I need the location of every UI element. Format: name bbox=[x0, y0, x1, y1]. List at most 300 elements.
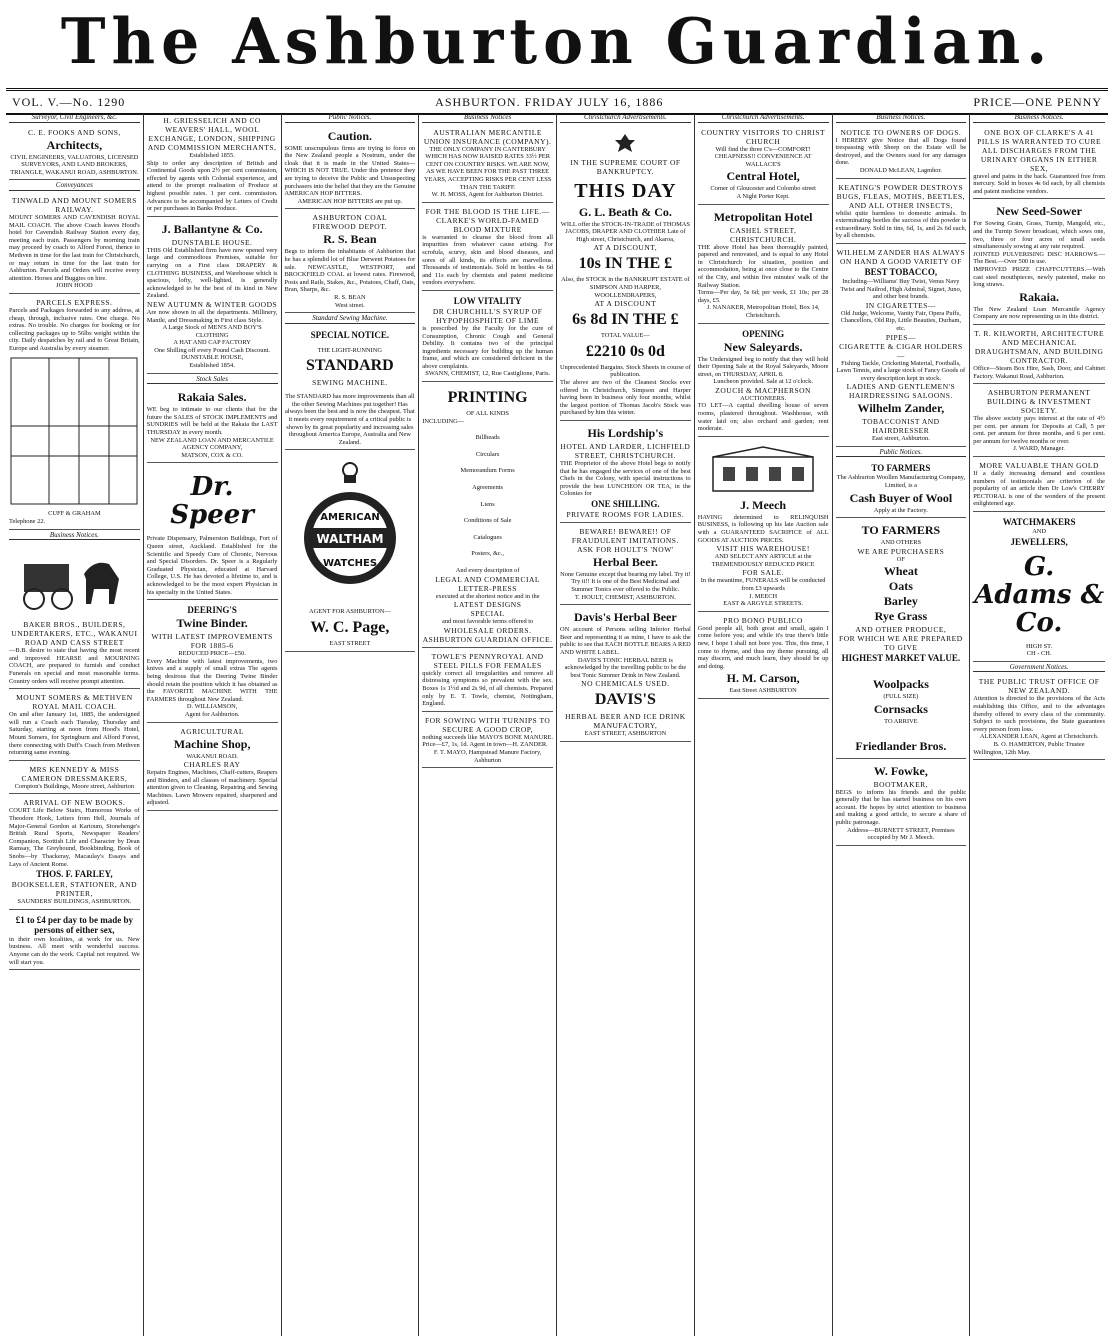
ad-signature: B. O. HAMERTON, Public Trustee bbox=[993, 740, 1085, 748]
ad-heading: AT A DISCOUNT bbox=[594, 299, 657, 309]
section-heading: Business Notices. bbox=[973, 114, 1105, 123]
ad-agent: AGENT FOR ASHBURTON— bbox=[308, 608, 391, 616]
ad-pro-bono bbox=[698, 614, 829, 699]
ad-signature: R. S. BEAN bbox=[334, 293, 366, 301]
ad-price: REDUCED PRICE—£50. bbox=[178, 650, 246, 658]
ad-clarke-pills bbox=[973, 126, 1105, 200]
ad-signature: T. HOULT, CHEMIST, ASHBURTON. bbox=[574, 593, 676, 601]
ad-body: THE above Hotel has been thoroughly painted, papered and renovated, and is equal to any Hotel in Christchurch for situation, position and accommodation, being at once close to the Centre of the City, and within five minutes' walk of the Railway Station. bbox=[697, 243, 829, 289]
ad-line: THE LIGHT-RUNNING bbox=[317, 346, 382, 354]
ad-body: Parcels and Packages forwarded to any address, at cheap, through, inclusive rates. One charge. No extras. No trouble. No charges for booking or for collecting packages up to 56lbs weight within the city. Daily despatches by rail and to Great Britain, Europe and Australia by every steamer. bbox=[9, 306, 140, 352]
ad-heading: THIS DAY bbox=[574, 179, 677, 202]
ad-signature: J. MEECH bbox=[749, 592, 778, 600]
ad-title: BEWARE! BEWARE!! OF FRAUDULENT IMITATIONS. bbox=[571, 526, 679, 545]
ad-griesselich bbox=[147, 114, 278, 217]
section-heading: Stock Sales bbox=[147, 376, 278, 385]
ad-line: A HAT AND CAP FACTORY bbox=[173, 339, 251, 347]
ad-subtitle: AUCTIONEERS. bbox=[740, 394, 787, 402]
ad-subtitle: SEWING MACHINE. bbox=[312, 378, 388, 388]
ad-subtitle: TOBACCONIST AND HAIRDRESSER bbox=[862, 417, 940, 436]
ad-subtitle: JEWELLERS, bbox=[1010, 536, 1068, 547]
ad-date: Wellington, 12th May. bbox=[973, 748, 1031, 756]
crest-icon bbox=[613, 132, 637, 154]
list-item: Catalogues bbox=[473, 533, 502, 541]
ad-body: None Genuine except that bearing my label. Try it! Try it!! It is one of the Best Medicinal and Summer Tonics ever offered to the Public. bbox=[560, 570, 691, 594]
ad-dressmakers bbox=[9, 763, 140, 795]
price: PRICE—ONE PENNY bbox=[973, 94, 1102, 109]
issue-date: ASHBURTON. FRIDAY JULY 16, 1886 bbox=[435, 94, 664, 109]
ad-subtitle: WEAVERS' HALL, WOOL EXCHANGE, LONDON, SHIPPING AND COMMISSION MERCHANTS, bbox=[147, 125, 277, 152]
ad-line: PRIVATE ROOMS FOR LADIES. bbox=[566, 509, 685, 519]
ad-street: EAST STREET bbox=[329, 640, 371, 648]
ad-heading: WHOLESALE ORDERS. bbox=[443, 625, 532, 635]
ad-title: His Lordship's bbox=[587, 425, 664, 440]
ad-title: NOTICE TO OWNERS OF DOGS. bbox=[840, 127, 962, 137]
waltham-bottom: WATCHES bbox=[322, 558, 377, 570]
ad-body: JOINTED PULVERISING DISC HARROWS.—The Best.—Over 500 in use. bbox=[973, 250, 1105, 266]
ad-books bbox=[9, 796, 140, 909]
ad-established: Established 1855. bbox=[189, 152, 235, 159]
list-item: Memorandum Forms bbox=[460, 467, 515, 475]
ad-street: East street, Ashburton. bbox=[871, 435, 930, 443]
column-2 bbox=[144, 114, 282, 1336]
ad-hoult bbox=[560, 525, 691, 605]
list-item: Circulars bbox=[475, 450, 500, 458]
ad-heading: AT A DISCOUNT, bbox=[593, 243, 658, 253]
ad-body: The Undersigned beg to notify that they will hold their Opening Sale at the Royal Saleyards, Moore street, on THURSDAY, APRIL 8. bbox=[697, 355, 829, 378]
ad-kilworth bbox=[973, 327, 1105, 384]
ad-fooks bbox=[9, 126, 140, 181]
parcel-rates-table bbox=[9, 356, 139, 506]
ad-standard-sewing bbox=[285, 327, 416, 451]
list-item: Billheads bbox=[475, 434, 500, 442]
ad-line: A Night Porter Kept. bbox=[736, 192, 790, 200]
ad-body: DAVIS'S TONIC HERBAL BEER is acknowledged by the travelling public to be the best Tonic Summer Drink in New Zealand. bbox=[564, 656, 687, 679]
ad-title: PARCELS EXPRESS. bbox=[36, 297, 113, 307]
section-heading: Public Notices. bbox=[836, 449, 967, 458]
ad-dogs bbox=[836, 126, 967, 179]
ad-body: WILL offer the STOCK-IN-TRADE of THOMAS JACOBS, DRAPER AND CLOTHIER Late of High street, Christchurch, and Akaroa, bbox=[560, 220, 690, 243]
ad-title: ASHBURTON COAL bbox=[312, 213, 388, 223]
ad-item: Oats bbox=[888, 579, 913, 594]
column-8 bbox=[970, 114, 1108, 1336]
dateline bbox=[6, 88, 1108, 115]
ad-title: Caution. bbox=[327, 128, 373, 143]
section-heading: Christchurch Advertisements. bbox=[698, 114, 829, 123]
ad-public-trust bbox=[973, 675, 1105, 760]
ad-body: AMERICAN HOP BITTERS are put up. bbox=[297, 197, 403, 205]
ad-body: gravel and pains in the back. Guaranteed free from mercury. Sold in boxes 4s 6d each, by all chemists and patent medicine vendors. bbox=[973, 172, 1105, 195]
ad-body: COURT Life Below Stairs, Humorous Works of Theodore Hook, Letters from Hell, Journals of Major-General Gordon at Kartoum, Stonehenge's British Rural Sports, Newspaper Readers' Companion, Scottish Life and Character by Dean Ramsay, The Greyhound, Bookbinding, Book of Snobs—by Thackeray, Macaulay's Essays and Lays of Ancient Rome. bbox=[9, 807, 140, 868]
ad-signature: SWANN, CHEMIST, 12, Rue Castiglione, Paris. bbox=[425, 370, 551, 378]
ad-subtitle: OF ALL KINDS bbox=[466, 410, 509, 418]
ad-title: TO FARMERS bbox=[871, 463, 931, 474]
printing-items bbox=[422, 434, 553, 558]
ad-heading: NO CHEMICALS USED. bbox=[581, 679, 670, 689]
ad-city: CH - CH. bbox=[1026, 650, 1052, 658]
ad-line: TO ARRIVE bbox=[884, 718, 918, 726]
ad-davis bbox=[560, 607, 691, 742]
ad-title: SPECIAL NOTICE. bbox=[310, 329, 390, 340]
ad-machine-shop bbox=[147, 725, 278, 812]
ad-money bbox=[9, 912, 140, 970]
ad-line: and most favorable terms offered to bbox=[441, 618, 534, 626]
ad-body: Attention is directed to the provisions of the Acts establishing this Office, and to the advantages thereby offered to every class of the community. Subject to such provisions, the State guarantees every person from loss. bbox=[973, 695, 1105, 733]
ad-title: T. R. KILWORTH, ARCHITECTURE AND MECHANICAL DRAUGHTSMAN, AND BUILDING CONTRACTOR. bbox=[974, 328, 1105, 365]
section-heading: Christchurch Advertisements. bbox=[560, 114, 691, 123]
ad-central-hotel bbox=[698, 126, 829, 205]
ad-ballantyne bbox=[147, 219, 278, 374]
ad-name: CHARLES RAY bbox=[183, 760, 241, 770]
coach-illustration bbox=[14, 544, 134, 614]
section-heading: Business Notices. bbox=[9, 532, 140, 541]
ad-title: COUNTRY VISITORS TO CHRIST CHURCH bbox=[701, 127, 826, 146]
ad-body: Begs to inform the inhabitants of Ashburton that he has a splendid lot of Blue Derwent Potatoes for sale. NEWCASTLE, WESTPORT, and BROCKFIELD COAL at lowest rates. Firewood, Posts and Rails, Stakes, &c., Potatoes, Chaff, Oats, Bran, Sharps, &c. bbox=[284, 248, 416, 294]
ad-signature: W. H. MOSS, Agent for Ashburton District. bbox=[431, 191, 544, 199]
section-heading: Conveyances bbox=[9, 182, 140, 191]
ad-total: £2210 0s 0d bbox=[585, 342, 665, 360]
ad-body: The above society pays interest at the rate of 4½ per cent. per annum for Deposits at Call, 5 per cent. per annum for three months, and 6 per cent. per annum for twelve months or over. bbox=[973, 415, 1105, 445]
ad-name: H. M. Carson, bbox=[726, 671, 800, 686]
section-heading: Standard Sewing Machine. bbox=[285, 315, 416, 324]
ad-title: W. Fowke, bbox=[873, 763, 928, 778]
ad-price: 6s 8d IN THE £ bbox=[572, 311, 679, 329]
ad-street: West street. bbox=[335, 301, 365, 309]
ad-mercantile bbox=[422, 126, 553, 203]
ad-subtitle: CASHEL STREET, CHRISTCHURCH. bbox=[729, 225, 797, 244]
ad-body: is prescribed by the Faculty for the cure of Consumption, Chronic Cough and General Debility. It contains two of the principal ingredients necessary for building up the human frame, and which are considered deficient in the above complaints. bbox=[422, 324, 553, 370]
ad-title: Dr. Speer bbox=[170, 472, 254, 531]
ad-line: In the meantime, FUNERALS will be conducted from £3 upwards bbox=[700, 577, 826, 592]
ad-title: THE PUBLIC TRUST OFFICE OF NEW ZEALAND. bbox=[978, 677, 1100, 696]
ad-title: MRS KENNEDY & MISS CAMERON DRESSMAKERS, bbox=[21, 764, 128, 783]
ad-saleyards bbox=[698, 326, 829, 437]
ad-title: WILHELM ZANDER HAS ALWAYS ON HAND A GOOD VARIETY OF bbox=[836, 247, 966, 266]
masthead bbox=[0, 0, 1114, 84]
section-heading: Government Notices. bbox=[973, 664, 1105, 673]
ad-heading: SPECIAL bbox=[470, 609, 505, 619]
ad-name: G. Adams & Co. bbox=[974, 551, 1105, 638]
ad-signature: CUFF & GRAHAM bbox=[48, 510, 101, 518]
ad-line: And every description of bbox=[455, 567, 520, 574]
ad-adams bbox=[973, 514, 1105, 662]
ad-title: FOR SOWING WITH TURNIPS TO SECURE A GOOD CROP, bbox=[424, 715, 551, 734]
ad-line: (FULL SIZE) bbox=[883, 693, 919, 701]
ad-heading: ASHBURTON GUARDIAN OFFICE. bbox=[422, 634, 553, 644]
ad-established: Established 1854. bbox=[189, 362, 235, 370]
ad-parcels bbox=[9, 296, 140, 530]
list-item: Posters, &c., bbox=[471, 550, 504, 558]
ad-heading: NEW AUTUMN & WINTER GOODS bbox=[147, 299, 278, 309]
ad-heading: Cash Buyer of Wool bbox=[849, 490, 953, 505]
ad-body: IMPROVED PRIZE CHAFFCUTTERS.—With cast steel mouthpieces, newly patented, make no long straws. bbox=[973, 265, 1105, 289]
ad-body: SOME unscrupulous firms are trying to force on the New Zealand people a Nostrum, under the cloak that it is made in the United States—WHICH IS NOT TRUE. Under this pretence they are trying to deceive the Public and Unsuspecting purchasers into the belief that they are the Genuine AMERICAN HOP BITTERS. bbox=[284, 144, 416, 198]
ad-body: Every Machine with latest improvements, two knives and a supply of small extras The agents being desirous that the Deering Twine Binder should retain the position which it has obtained as the FAVORITE MACHINE WITH THE FARMERS throughout New Zealand. bbox=[146, 657, 278, 703]
list-item: Agreements bbox=[472, 484, 504, 492]
ad-line: FOR WHICH WE ARE PREPARED TO GIVE bbox=[839, 634, 963, 653]
ad-body: THIS Old Established firm have now opened very large and commodious Premises, suitable for carrying on a First class DRAPERY & CLOTHING BUSINESS, and Warehouse which is spacious, lofty, well-lighted, is generally acknowledged to be the best of its kind in New Zealand. bbox=[146, 246, 278, 300]
ad-body: Good people all, both great and small, again I come before you; and while it's true there's little new, I hope I shall not bore you. This, this time, I come to rhyme, and thus my theme pursuing, all may discern, and much learn, they should be up and doing. bbox=[697, 624, 829, 670]
ad-line: AND SELECT ANY ARTICLE at the TREMENDOUSLY REDUCED PRICE bbox=[711, 553, 815, 568]
ad-body: ON account of Persons selling Inferior Herbal Beer and representing it as mine, I have to ask the public to see that EACH BOTTLE BEARS A RED AND WHITE LABEL. bbox=[560, 626, 691, 657]
ad-body: On and after January 1st, 1885, the undersigned will run a Coach each Tuesday, Thursday and Saturday, starting at noon from Hood's Hotel, Mount Somers, for Springburn and Alford Forest, there connecting with Duff's Coach from Methven returning same evening. bbox=[9, 711, 140, 757]
ad-name: Wilhelm Zander, bbox=[857, 401, 945, 416]
section-heading: Business Notices bbox=[422, 114, 553, 123]
ad-body: BEGS to inform his friends and the public generally that he has started business on his own account. He hopes by strict attention to business and making a good article, to secure a share of public patronage. bbox=[835, 788, 967, 826]
waltham-mid: WALTHAM bbox=[316, 532, 384, 547]
ad-terms: Terms—Per day, 5s 6d; per week, £1 10s; per 28 days, £5. bbox=[697, 289, 829, 304]
ad-signature: DUNSTABLE HOUSE, bbox=[181, 354, 244, 362]
ad-price: 10s IN THE £ bbox=[578, 255, 673, 273]
ad-title: ONE BOX OF CLARKE'S A 41 PILLS IS WARRANTED TO CURE ALL DISCHARGES FROM THE URINARY ORGANS IN EITHER SEX, bbox=[977, 127, 1102, 173]
ad-body: Old Judge, Welcome, Vanity Fair, Opera Puffs, Chancellors, Old Rip, Little Beauties, Durham, etc. bbox=[840, 309, 962, 332]
ad-body: Office—Steam Box Hire, Sash, Door, and Cabinet Factory. Wakanui Road, Ashburton. bbox=[973, 364, 1105, 380]
ad-body: WE beg to intimate to our clients that for the future the SALES of STOCK IMPLEMENTS and SUNDRIES will be held at the Rakaia the LAST THURSDAY in every month. bbox=[146, 406, 278, 437]
ad-item: Rye Grass bbox=[874, 609, 928, 624]
ad-title: J. Meech bbox=[740, 497, 787, 512]
ad-body: Also, the STOCK in the BANKRUPT ESTATE of SIMPSON AND HARPER, WOOLLENDRAPERS, bbox=[561, 276, 690, 299]
ad-body: Fishing Tackle, Cricketing Material, Footballs, Lawn Tennis, and a large stock of Fancy Goods of every description kept in stock. bbox=[836, 359, 966, 382]
ad-name: THOS. F. FARLEY, bbox=[36, 869, 113, 880]
ad-lordship bbox=[560, 423, 691, 523]
ad-body: Private Dispensary, Palmerston Buildings, Fort of Queen street, Auckland. Established for the Scientific and Speedy Cure of Chronic, Nervous and Special Disorders. Dr. Speer is a Regularly Graduated Physician, educated at Harvard College, U.S. He has devoted a lifetime to, and is acknowledged to be the most expert Physician in his specialty in the United States. bbox=[146, 535, 278, 596]
ad-zander bbox=[836, 246, 967, 447]
ad-name: W. C. Page, bbox=[310, 619, 390, 637]
ad-body: Repairs Engines, Machines, Chaff-cutters, Reapers and Binders, and all classes of machinery. Special attention given to Cleaning, Repairing and Sewing Machines. Lawn Mowers repaired, sharpened and adjusted. bbox=[146, 769, 278, 807]
ad-title: KEATING'S POWDER DESTROYS BUGS, FLEAS, MOTHS, BEETLES, AND ALL OTHER INSECTS, bbox=[836, 182, 966, 210]
ad-body: The STANDARD has more improvements than all the other Sewing Machines put together! Has always been the best and is now the cheapest. That it meets every requirement of a critical public is shown by its great popularity and increasing sales throughout America Europe, Australia and New Zealand. bbox=[284, 393, 415, 446]
ad-name: Central Hotel, bbox=[726, 169, 800, 184]
ad-title: H. GRIESSELICH AND CO bbox=[163, 116, 261, 125]
ad-title: WATCHMAKERS bbox=[1002, 517, 1076, 528]
ad-line: One Shilling off every Pound Cash Discount. bbox=[154, 346, 271, 354]
ad-line: Unprecedented Bargains. Stock Sheets in course of publication. bbox=[560, 363, 691, 379]
ad-body: If a daily increasing demand and countless numbers of testimonials are criterion of the popularity of an article then Dr Low's CHERRY PECTORAL is one of the wonders of the present enlightened age. bbox=[973, 470, 1105, 508]
ad-body: Are now shown in all the departments. Millinery, Mantle, and Dressmaking in First class Style. bbox=[146, 308, 278, 324]
ad-body: Including—Williams' Buy Twist, Venus Navy Twist and Nailrod, High Admiral, Signet, Juno, and other best brands. bbox=[840, 277, 962, 301]
newspaper-title: The Ashburton Guardian. bbox=[60, 5, 1054, 79]
ad-street: HIGH ST. bbox=[1026, 642, 1053, 650]
ad-fowke bbox=[836, 761, 967, 846]
ad-title: J. Ballantyne & Co. bbox=[161, 221, 263, 236]
ad-signature: Friedlander Bros. bbox=[855, 738, 947, 753]
ad-title: TOWLE'S PENNYROYAL AND STEEL PILLS FOR FEMALES bbox=[431, 651, 544, 670]
ad-heading: HIGHEST MARKET VALUE. bbox=[841, 653, 961, 664]
ad-body: Ship to order any description of British and Continental Goods upon 2½ per cent commission, effected by agents with Colonial experience, and attend to the prompt realisation of Produce at highest possible rates. 1 per cent. commission. Advances to be accompanied by Letters of Credit or per purchases in Banks Produce. bbox=[146, 159, 278, 213]
ad-title: IN THE SUPREME COURT OF BANKRUPTCY. bbox=[570, 157, 681, 176]
ad-body: The Ashburton Woollen Manufacturing Company, Limited, is a bbox=[836, 474, 966, 490]
ad-body: whilst quite harmless to domestic animals. In exterminating beetles the success of this powder is extraordinary. Sold in tins, 6d, 1s, and 2s 6d each, by all chemists. bbox=[835, 209, 967, 240]
ad-name: DAVIS'S bbox=[594, 691, 656, 709]
ad-building-society bbox=[973, 386, 1105, 457]
ad-coal-depot bbox=[285, 211, 416, 313]
ad-subtitle: FIREWOOD DEPOT. bbox=[312, 222, 388, 232]
ad-title: MORE VALUABLE THAN GOLD bbox=[979, 461, 1099, 471]
ad-heading: PIPES— bbox=[885, 332, 916, 342]
ad-subtitle: DR CHURCHILL'S SYRUP OF HYPOPHOSPHITE OF LIME bbox=[432, 306, 543, 325]
ad-signature: NEW ZEALAND LOAN AND MERCANTILE AGENCY COMPANY, bbox=[150, 436, 274, 452]
ad-rakaia-sales bbox=[147, 387, 278, 463]
ad-signature: F. T. MAYO, Hampstead Manure Factory, Ashburton bbox=[433, 748, 542, 764]
ad-title: Davis's Herbal Beer bbox=[574, 610, 677, 625]
ad-subtitle: New Saleyards. bbox=[723, 339, 803, 354]
ad-towle bbox=[422, 650, 553, 712]
ad-signature: D. WILLIAMSON, bbox=[186, 703, 238, 711]
ad-woollen bbox=[836, 460, 967, 518]
ad-address: SAUNDERS' BUILDINGS, ASHBURTON. bbox=[17, 898, 132, 906]
ad-title: TINWALD AND MOUNT SOMERS RAILWAY. bbox=[11, 195, 137, 214]
ad-baker bbox=[9, 618, 140, 689]
column-7 bbox=[833, 114, 971, 1336]
ad-title: ARRIVAL OF NEW BOOKS. bbox=[23, 798, 126, 808]
ad-title: PRO BONO PUBLICO bbox=[723, 615, 803, 625]
ad-address: Address—BURNETT STREET, Premises occupied by Mr J. Meech. bbox=[847, 826, 955, 842]
ad-address: EAST & ARGYLE STREETS. bbox=[723, 600, 804, 608]
ad-body: Compton's Buildings, Moore street, Ashburton bbox=[14, 782, 135, 790]
column-4 bbox=[419, 114, 557, 1336]
ad-subtitle: AND OTHERS bbox=[880, 539, 922, 547]
ad-body: Will find the three C's—COMFORT! CHEAPNESS!! CONVENIENCE AT WALLACE'S bbox=[714, 145, 812, 168]
list-item: Liens bbox=[480, 500, 495, 508]
ad-friedlander bbox=[836, 520, 967, 758]
ad-signature: JOHN HOOD bbox=[56, 282, 93, 290]
column-5 bbox=[557, 114, 695, 1336]
ad-subtitle: DUNSTABLE HOUSE. bbox=[171, 237, 253, 247]
section-heading: Business Notices. bbox=[836, 114, 967, 123]
waltham-top: AMERICAN bbox=[320, 512, 380, 524]
ad-title: TO FARMERS bbox=[861, 523, 941, 538]
ad-title: MOUNT SOMERS & METHVEN ROYAL MAIL COACH. bbox=[16, 693, 133, 712]
ad-printing bbox=[422, 384, 553, 648]
ad-title: Metropolitan Hotel bbox=[713, 209, 813, 224]
ad-street: East Street ASHBURTON bbox=[729, 687, 797, 695]
ad-mayo bbox=[422, 714, 553, 768]
ad-signature: ALEXANDER LEAN, Agent at Christchurch. bbox=[979, 733, 1099, 741]
ad-subtitle: HOTEL AND LARDER, LICHFIELD STREET, CHRISTCHURCH. bbox=[560, 441, 691, 460]
ad-caution bbox=[285, 126, 416, 210]
ad-line: INCLUDING— bbox=[422, 417, 465, 425]
ad-heading: BEST TOBACCO, bbox=[864, 266, 938, 277]
warehouse-illustration bbox=[708, 445, 818, 495]
ad-subtitle: BOOKSELLER, STATIONER, AND PRINTER, bbox=[11, 880, 138, 899]
ad-line: Luncheon provided. Sale at 12 o'clock. bbox=[713, 378, 813, 386]
ad-road: WAKANUI ROAD. bbox=[186, 752, 239, 760]
ad-body: For Sowing Grain, Grass, Turnip, Mangold, etc., and the Turnip Sower broadcast, which sows one, two, three or four acres of small seeds simultaneously sowing at any rate required. bbox=[973, 220, 1105, 251]
ad-item: Barley bbox=[883, 594, 918, 609]
list-item: Conditions of Sale bbox=[463, 517, 512, 525]
ad-mail-coach bbox=[9, 691, 140, 761]
ad-line: Apply at the Factory. bbox=[873, 506, 928, 514]
column-3 bbox=[282, 114, 420, 1336]
ad-waltham bbox=[285, 452, 416, 651]
ad-item: Wheat bbox=[883, 564, 918, 579]
ad-subtitle: Architects, bbox=[46, 137, 103, 152]
ad-heading: Rakaia. bbox=[1019, 289, 1059, 304]
ad-title: DEERING'S bbox=[187, 605, 237, 616]
section-heading: Surveyor, Civil Engineers, &c. bbox=[9, 114, 140, 123]
ad-metropolitan bbox=[698, 207, 829, 324]
ad-heading: IN CIGARETTES— bbox=[865, 300, 936, 310]
column-6 bbox=[695, 114, 833, 1336]
ad-title: PRINTING bbox=[447, 389, 528, 407]
ad-title: Rakaia Sales. bbox=[177, 390, 247, 405]
ad-subtitle: Twine Binder. bbox=[176, 616, 248, 631]
columns bbox=[6, 114, 1108, 1336]
ad-line: TOTAL VALUE— bbox=[600, 332, 650, 340]
ad-signature: J. NANAKER, Metropolitan Hotel, Box 14, Christchurch. bbox=[706, 304, 820, 319]
ad-title: FOR THE BLOOD IS THE LIFE.—CLARKE'S WORLD-FAMED BLOOD MIXTURE bbox=[425, 206, 550, 234]
ad-body: CIVIL ENGINEERS, VALUATORS, LICENSED SURVEYORS, AND LAND BROKERS, TRIANGLE, WAKANUI ROAD, ASHBURTON. bbox=[10, 153, 139, 176]
ad-signature: MATSON, COX & CO. bbox=[181, 451, 243, 459]
ad-name: Herbal Beer. bbox=[592, 554, 658, 569]
ad-agent: Agent for Ashburton. bbox=[184, 710, 240, 718]
ad-title: C. E. FOOKS AND SONS, bbox=[27, 127, 121, 137]
telephone: Telephone 22. bbox=[9, 518, 46, 526]
ad-body: —B.B. desire to state that having the most recent and improved HEARSE and MOURNING COACH, are prepared to furnish and conduct Funerals on special and most reasonable terms. Country orders will receive prompt attention. bbox=[9, 647, 140, 685]
ad-title: AUSTRALIAN MERCANTILE UNION INSURANCE (COMPANY). bbox=[423, 127, 552, 146]
ad-body: is warranted to cleanse the blood from all impurities from whatever cause arising. For scrofula, scurvy, skin and blood diseases, and sores of all kinds, its effects are marvellous. Thousands of testimonials. Sold in bottles 4s 6d and 11s each by chemists and patent medicine vendors everywhere. bbox=[422, 233, 553, 287]
ad-signature: ZOUCH & MACPHERSON bbox=[715, 385, 811, 395]
ad-subtitle: HERBAL BEER AND ICE DRINK MANUFACTORY, bbox=[565, 712, 686, 731]
ad-heading: WE ARE PURCHASERS bbox=[857, 546, 945, 556]
ad-seed-sower bbox=[973, 201, 1105, 325]
ad-heading: ONE SHILLING. bbox=[591, 498, 660, 509]
ad-body: I HEREBY give Notice that all Dogs found trespassing with Sheep on the Estate will be destroyed, and the Owners sued for any damages done. bbox=[835, 136, 967, 167]
ad-line: OF bbox=[896, 555, 905, 563]
ad-address: Corner of Gloucester and Colombo street bbox=[710, 185, 816, 193]
ad-line: executed at the shortest notice and in the bbox=[435, 592, 540, 600]
column-1 bbox=[6, 114, 144, 1336]
ad-blood-mixture bbox=[422, 205, 553, 291]
ad-name: R. S. Bean bbox=[323, 232, 377, 247]
ad-body: nothing succeeds like MAYO'S BONE MANURE. Price—£7, 1s, 1d. Agent in town—H. ZANDER. bbox=[422, 733, 553, 749]
ad-deering bbox=[147, 602, 278, 722]
ad-title: BAKER BROS., BUILDERS, UNDERTAKERS, ETC., WAKANUI ROAD AND CASS STREET bbox=[11, 620, 138, 648]
section-heading: Public Notices. bbox=[285, 114, 416, 123]
ad-body: The New Zealand Loan Mercantile Agency Company are now representing us in this district. bbox=[973, 305, 1105, 321]
volume-number: VOL. V.—No. 1290 bbox=[12, 94, 126, 109]
ad-heading: VISIT HIS WAREHOUSE! bbox=[716, 544, 810, 554]
ad-subtitle: BOOTMAKER, bbox=[873, 779, 929, 789]
ad-title: AGRICULTURAL bbox=[180, 726, 244, 736]
ad-title: New Seed-Sower bbox=[996, 204, 1082, 219]
ad-body: THE Proprietor of the above Hotel begs to notify that he has engaged the services of one of the best Chefs in the Colony, with special instructions to provide the best LUNCHEON OR TEA, in the Colonies for bbox=[560, 459, 691, 498]
ad-name: G. L. Beath & Co. bbox=[578, 204, 672, 219]
ad-heading: LEGAL AND COMMERCIAL LETTER-PRESS bbox=[435, 574, 540, 593]
ad-subtitle: ASK FOR HOULT'S 'NOW' bbox=[577, 544, 674, 554]
ad-line: AND OTHER PRODUCE, bbox=[855, 625, 947, 635]
ad-title: LOW VITALITY bbox=[453, 295, 522, 306]
ad-item: Cornsacks bbox=[873, 702, 928, 717]
ad-body: HAVING determined to RELINQUISH BUSINESS, is following up his late Auction sale with a GUARANTEED SACRIFICE of ALL GOODS AT AUCTION PRICES. bbox=[697, 513, 829, 544]
ad-bankruptcy bbox=[560, 126, 691, 421]
ad-signature: DONALD McLEAN, Lagmhor. bbox=[859, 166, 942, 174]
ad-heading: CIGARETTE & CIGAR HOLDERS— bbox=[839, 341, 963, 360]
ad-street: EAST STREET, ASHBURTON bbox=[584, 730, 667, 738]
ad-low-vitality bbox=[422, 293, 553, 382]
ad-body: in their own localities, at work for us. New business. All meet with wonderful success. Anyone can do the work. Capital not required. We will start you. bbox=[9, 935, 140, 966]
ad-line: A Large Stock of MEN'S AND BOY'S CLOTHING bbox=[162, 324, 262, 339]
ad-signature: J. WARD, Manager. bbox=[1013, 445, 1065, 453]
ad-title: OPENING bbox=[742, 328, 785, 339]
ad-body: THE ONLY COMPANY IN CANTERBURY WHICH HAS NOW RAISED RATES 33½ PER CENT ON COUNTRY RISKS. WE ARE NOW, AS WE HAVE BEEN FOR THE PAST THREE YEARS, ACCEPTING RISKS PER CENT LESS THAN THE TARIFF. bbox=[423, 145, 552, 191]
ad-line: LADIES AND GENTLEMEN'S HAIRDRESSING SALOONS. bbox=[846, 382, 956, 401]
ad-body: The above are two of the Cleanest Stocks ever offered in Christchurch, Simpson and Harper having been in business only four months, whilst the largest portion of Thomas Jacob's Stock was purchased by him this winter. bbox=[560, 378, 691, 417]
ad-heading: LATEST DESIGNS bbox=[453, 600, 522, 610]
ad-body: quickly correct all irregularities and remove all distressing symptoms so prevalent with the sex. Boxes 1s 1½d and 2s 9d, of all chemists. Prepared only by E. T. Towle, chemist, Nottingham, England. bbox=[422, 669, 553, 708]
ad-heading: FOR SALE. bbox=[742, 568, 784, 578]
ad-keating bbox=[836, 181, 967, 244]
